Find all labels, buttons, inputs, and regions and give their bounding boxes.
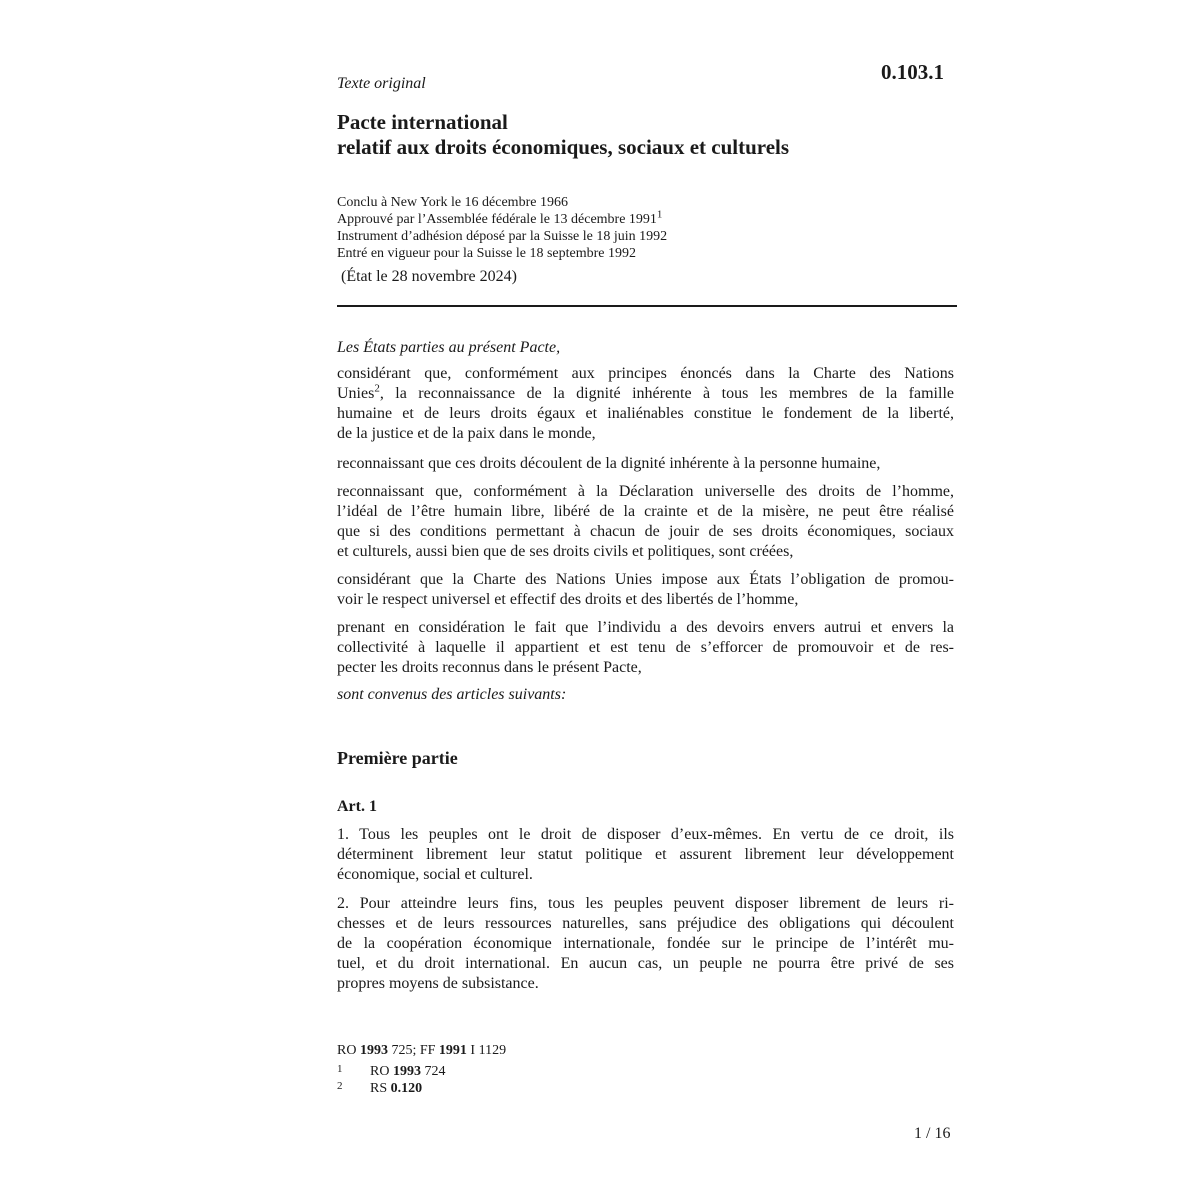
preamble-paragraph-1: considérant que, conformément aux principes énoncés dans la Charte des Nations Unies$^2$, la reconnaissance de la dignité inhérente à tous les membres de la famille humaine et de leurs droits égaux et inaliénables constitue le fondement de la liberté, de la justice et de la paix dans le monde, [337,365,954,442]
footnote-2-number: 2 [337,1080,343,1092]
title-line-2: relatif aux droits économiques, sociaux et culturels [337,135,790,159]
meta-in-force: Entré en vigueur pour la Suisse le 18 septembre 1992 [337,246,636,261]
rs-number: 0.103.1 [881,60,944,84]
preamble-closing: sont convenus des articles suivants: [337,686,567,703]
preamble-paragraph-2: reconnaissant que ces droits découlent de la dignité inhérente à la personne humaine, [337,455,881,472]
footnote-ref-2[interactable]: 2 [374,382,380,395]
document-label: Texte original [337,75,426,92]
preamble-paragraph-4: considérant que la Charte des Nations Unies impose aux États l’obligation de promou- voir le respect universel et effectif des droits et des libertés de l’homme, [337,571,954,608]
document-metadata [337,194,957,262]
footnote-2: 2 RS 0.120 [337,1080,423,1096]
meta-instrument: Instrument d’adhésion déposé par la Suisse le 18 juin 1992 [337,229,668,244]
header-divider [337,305,957,307]
article-1-paragraph-2: 2. Pour atteindre leurs fins, tous les peuples peuvent disposer librement de leurs ri- chesses et de leurs ressources naturelles, sans préjudice des obligations qui découlent de la coopération économique internationale, fondée sur le principe de l’intérêt mu- tuel, et du droit international. En aucun cas, un peuple ne pourra être privé de ses propres moyens de subsistance. [337,895,954,992]
state-date: (État le 28 novembre 2024) [341,268,517,285]
article-1-paragraph-1: 1. Tous les peuples ont le droit de disposer d’eux-mêmes. En vertu de ce droit, ils déterminent librement leur statut politique et assurent librement leur développement économique, social et culturel. [337,826,954,883]
official-compilation-reference: RO 1993 725; FF 1991 I 1129 [337,1043,507,1058]
preamble-paragraph-3: reconnaissant que, conformément à la Déclaration universelle des droits de l’homme, l’idéal de l’être humain libre, libéré de la crainte et de la misère, ne peut être réalisé que si des conditions permettant à chacun de jouir de ses droits économiques, sociaux et culturels, aussi bien que de ses droits civils et politiques, sont créées, [337,483,954,560]
preamble-intro: Les États parties au présent Pacte, [337,339,561,356]
meta-approved: Approuvé par l’Assemblée fédérale le 13 décembre 1991$^1$ [337,208,663,227]
meta-concluded: Conclu à New York le 16 décembre 1966 [337,195,568,210]
part-heading: Première partie [337,748,458,768]
page-number: 1 / 16 [914,1125,951,1142]
article-heading: Art. 1 [337,798,377,815]
title-line-1: Pacte international [337,110,508,134]
document-title [337,110,957,160]
footnote-1: 1 RO 1993 724 [337,1063,446,1079]
footnote-ref-1[interactable]: 1 [656,208,663,221]
footnote-1-number: 1 [337,1063,343,1075]
preamble-paragraph-5: prenant en considération le fait que l’individu a des devoirs envers autrui et envers la collectivité à laquelle il appartient et est tenu de s’efforcer de promouvoir et de res- pecter les droits reconnus dans le présent Pacte, [337,619,954,676]
